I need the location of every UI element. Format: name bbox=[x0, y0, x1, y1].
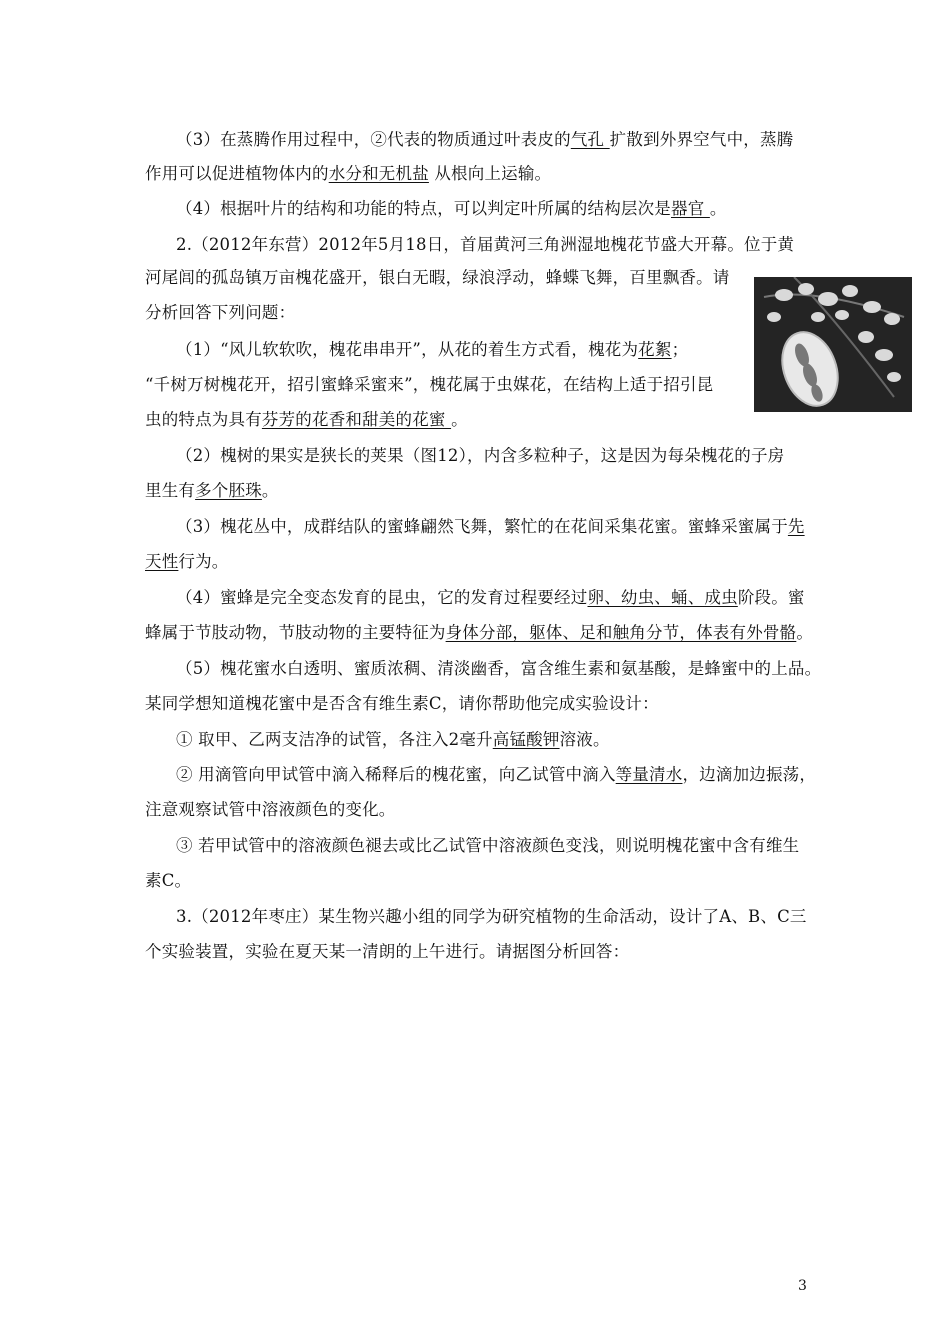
answer-text: 天性 bbox=[145, 552, 179, 571]
text-segment: 2.（2012年东营）2012年5月18日，首届黄河三角洲湿地槐花节盛大开幕。位于黄 bbox=[176, 235, 795, 254]
text-line bbox=[145, 268, 730, 288]
text-line bbox=[145, 303, 295, 323]
text-line bbox=[145, 871, 191, 891]
text-segment: 里生有 bbox=[145, 481, 196, 500]
text-segment: 个实验装置，实验在夏天某一清朗的上午进行。请据图分析回答： bbox=[145, 942, 630, 961]
answer-text: 器官 bbox=[671, 199, 710, 218]
text-line bbox=[145, 375, 713, 395]
text-segment: 。 bbox=[261, 481, 279, 500]
answer-text: 高锰酸钾 bbox=[492, 730, 560, 749]
text-segment: （1）“风儿软软吹，槐花串串开”，从花的着生方式看，槐花为 bbox=[176, 340, 639, 359]
text-line bbox=[176, 588, 805, 608]
text-segment: 。 bbox=[709, 199, 727, 218]
text-line bbox=[176, 659, 821, 679]
answer-text: 多个胚珠 bbox=[195, 481, 262, 500]
text-line bbox=[176, 199, 727, 219]
text-line bbox=[176, 836, 799, 856]
text-segment: 行为。 bbox=[178, 552, 229, 571]
text-line bbox=[176, 130, 793, 150]
text-segment: （5）槐花蜜水白透明、蜜质浓稠、清淡幽香，富含维生素和氨基酸，是蜂蜜中的上品。 bbox=[176, 659, 822, 678]
answer-text: 花絮 bbox=[638, 340, 672, 359]
answer-text: 气孔 bbox=[570, 130, 610, 149]
text-segment: ① 取甲、乙两支洁净的试管，各注入2毫升 bbox=[176, 730, 493, 749]
text-line bbox=[176, 340, 688, 360]
text-segment: 作用可以促进植物体内的 bbox=[145, 164, 329, 183]
text-segment: 。 bbox=[796, 623, 814, 642]
text-segment: ，边滴加边振荡， bbox=[682, 765, 817, 784]
text-segment: （4）根据叶片的结构和功能的特点，可以判定叶所属的结构层次是 bbox=[176, 199, 671, 218]
answer-text: 卵、幼虫、蛹、成虫 bbox=[587, 588, 738, 607]
text-segment: 虫的特点为具有 bbox=[145, 410, 262, 429]
text-segment: （3）槐花丛中，成群结队的蜜蜂翩然飞舞，繁忙的在花间采集花蜜。蜜蜂采蜜属于 bbox=[176, 517, 788, 536]
locust-flower-photo-art bbox=[754, 277, 912, 412]
text-segment: “千树万树槐花开，招引蜜蜂采蜜来”，槐花属于虫媒花，在结构上适于招引昆 bbox=[145, 375, 714, 394]
text-segment: ② 用滴管向甲试管中滴入稀释后的槐花蜜，向乙试管中滴入 bbox=[176, 765, 616, 784]
text-segment: 分析回答下列问题： bbox=[145, 303, 296, 322]
answer-text: 身体分部，躯体、足和触角分节，体表有外骨骼 bbox=[445, 623, 797, 642]
text-line bbox=[176, 446, 784, 466]
answer-text: 先 bbox=[787, 517, 805, 536]
text-segment: 。 bbox=[451, 410, 468, 429]
text-line bbox=[176, 517, 805, 537]
text-segment: 素C。 bbox=[145, 871, 192, 890]
text-line bbox=[145, 164, 551, 184]
text-line bbox=[145, 800, 396, 820]
text-segment: （2）槐树的果实是狭长的荚果（图12），内含多粒种子，这是因为每朵槐花的子房 bbox=[176, 446, 785, 465]
text-segment: ③ 若甲试管中的溶液颜色褪去或比乙试管中溶液颜色变浅，则说明槐花蜜中含有维生 bbox=[176, 836, 800, 855]
text-segment: ； bbox=[671, 340, 689, 359]
text-segment: 阶段。蜜 bbox=[737, 588, 805, 607]
text-line bbox=[176, 765, 816, 785]
text-segment: 从根向上运输。 bbox=[428, 164, 552, 183]
text-segment: 溶液。 bbox=[559, 730, 610, 749]
answer-text: 水分和无机盐 bbox=[328, 164, 429, 183]
text-line bbox=[145, 623, 813, 643]
text-segment: （3）在蒸腾作用过程中，②代表的物质通过叶表皮的 bbox=[176, 130, 571, 149]
text-segment: 扩散到外界空气中，蒸腾 bbox=[609, 130, 794, 149]
answer-text: 等量清水 bbox=[615, 765, 683, 784]
text-segment: 某同学想知道槐花蜜中是否含有维生素C，请你帮助他完成实验设计： bbox=[145, 694, 659, 713]
text-line bbox=[145, 410, 468, 430]
text-segment: 3.（2012年枣庄）某生物兴趣小组的同学为研究植物的生命活动，设计了A、B、C三 bbox=[176, 907, 807, 926]
page-number: 3 bbox=[798, 1278, 807, 1294]
text-line bbox=[145, 552, 229, 572]
text-line bbox=[176, 730, 610, 750]
text-line bbox=[176, 907, 807, 927]
text-line bbox=[145, 694, 659, 714]
answer-text: 芬芳的花香和甜美的花蜜 bbox=[261, 410, 452, 429]
text-segment: 注意观察试管中溶液颜色的变化。 bbox=[145, 800, 396, 819]
text-line bbox=[145, 942, 629, 962]
text-line bbox=[145, 481, 279, 501]
locust-flower-photo bbox=[754, 277, 912, 412]
text-segment: （4）蜜蜂是完全变态发育的昆虫，它的发育过程要经过 bbox=[176, 588, 588, 607]
text-segment: 蜂属于节肢动物，节肢动物的主要特征为 bbox=[145, 623, 446, 642]
text-line bbox=[176, 235, 794, 255]
text-segment: 河尾闾的孤岛镇万亩槐花盛开，银白无暇，绿浪浮动，蜂蝶飞舞，百里飘香。请 bbox=[145, 268, 730, 287]
